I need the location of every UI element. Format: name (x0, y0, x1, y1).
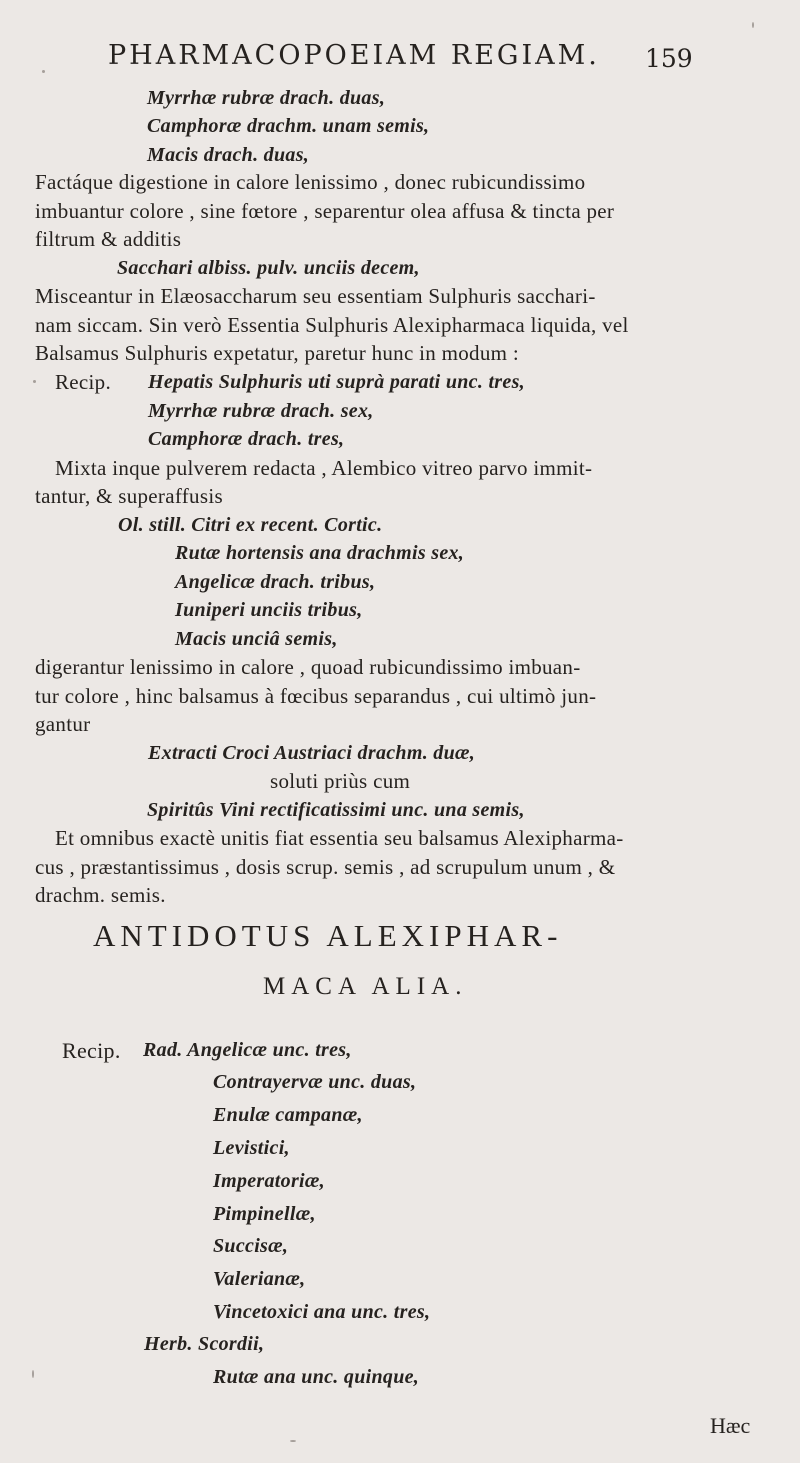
ingredient-line: Angelicæ drach. tribus, (175, 571, 376, 593)
ingredient-line: Rad. Angelicæ unc. tres, (143, 1039, 352, 1061)
ingredient-line: Succisæ, (213, 1235, 289, 1257)
ingredient-line: Vincetoxici ana unc. tres, (213, 1301, 431, 1323)
ingredient-line: Camphoræ drachm. unam semis, (147, 115, 430, 137)
ingredient-line: Herb. Scordii, (144, 1333, 265, 1355)
section-title: ANTIDOTUS ALEXIPHAR- (93, 918, 563, 953)
ingredient-line: Camphoræ drach. tres, (148, 428, 345, 450)
ingredient-line: Valerianæ, (213, 1268, 306, 1290)
paper-speck (33, 380, 36, 383)
paper-speck (290, 1440, 296, 1442)
paper-speck (752, 22, 754, 28)
body-line: digerantur lenissimo in calore , quoad rubicundissimo imbuan- (35, 655, 581, 679)
recipe-label: Recip. (55, 370, 112, 394)
body-line: tur colore , hinc balsamus à fœcibus separandus , cui ultimò jun- (35, 684, 597, 708)
body-line: gantur (35, 712, 91, 736)
body-line: tantur, & superaffusis (35, 484, 223, 508)
ingredient-line: Contrayervæ unc. duas, (213, 1071, 417, 1093)
ingredient-line: Rutæ ana unc. quinque, (213, 1366, 420, 1388)
body-line: Et omnibus exactè unitis fiat essentia seu balsamus Alexipharma- (55, 826, 624, 850)
running-title: PHARMACOPOEIAM REGIAM. (108, 40, 600, 71)
ingredient-line: Spiritûs Vini rectificatissimi unc. una semis, (147, 799, 525, 821)
ingredient-line: Myrrhæ rubræ drach. sex, (148, 400, 374, 422)
body-line: soluti priùs cum (270, 769, 411, 793)
recipe-label: Recip. (62, 1038, 121, 1063)
ingredient-line: Hepatis Sulphuris uti suprà parati unc. tres, (148, 371, 525, 393)
body-line: Mixta inque pulverem redacta , Alembico vitreo parvo immit- (55, 456, 593, 480)
body-line: drachm. semis. (35, 883, 166, 907)
ingredient-line: Ol. still. Citri ex recent. Cortic. (118, 514, 383, 536)
section-title-continued: MACA ALIA. (263, 973, 468, 1000)
catchword: Hæc (710, 1413, 751, 1438)
body-line: Balsamus Sulphuris expetatur, paretur hunc in modum : (35, 341, 519, 365)
body-line: imbuantur colore , sine fœtore , separentur olea affusa & tincta per (35, 199, 615, 223)
ingredient-line: Enulæ campanæ, (213, 1104, 363, 1126)
body-line: filtrum & additis (35, 227, 182, 251)
ingredient-line: Imperatoriæ, (213, 1170, 325, 1192)
body-line: cus , præstantissimus , dosis scrup. semis , ad scrupulum unum , & (35, 855, 616, 879)
ingredient-line: Levistici, (213, 1137, 290, 1159)
body-line: nam siccam. Sin verò Essentia Sulphuris Alexipharmaca liquida, vel (35, 313, 629, 337)
ingredient-line: Macis unciâ semis, (175, 628, 338, 650)
ingredient-line: Macis drach. duas, (147, 144, 310, 166)
ingredient-line: Sacchari albiss. pulv. unciis decem, (117, 257, 420, 279)
ingredient-line: Pimpinellæ, (213, 1203, 316, 1225)
ingredient-line: Iuniperi unciis tribus, (175, 599, 363, 621)
ingredient-line: Extracti Croci Austriaci drachm. duæ, (148, 742, 476, 764)
paper-speck (32, 1370, 34, 1378)
page-number: 159 (645, 44, 693, 73)
ingredient-line: Myrrhæ rubræ drach. duas, (147, 87, 386, 109)
body-line: Factáque digestione in calore lenissimo , donec rubicundissimo (35, 170, 586, 194)
ingredient-line: Rutæ hortensis ana drachmis sex, (175, 542, 465, 564)
paper-speck (42, 70, 45, 73)
body-line: Misceantur in Elæosaccharum seu essentiam Sulphuris sacchari- (35, 284, 596, 308)
